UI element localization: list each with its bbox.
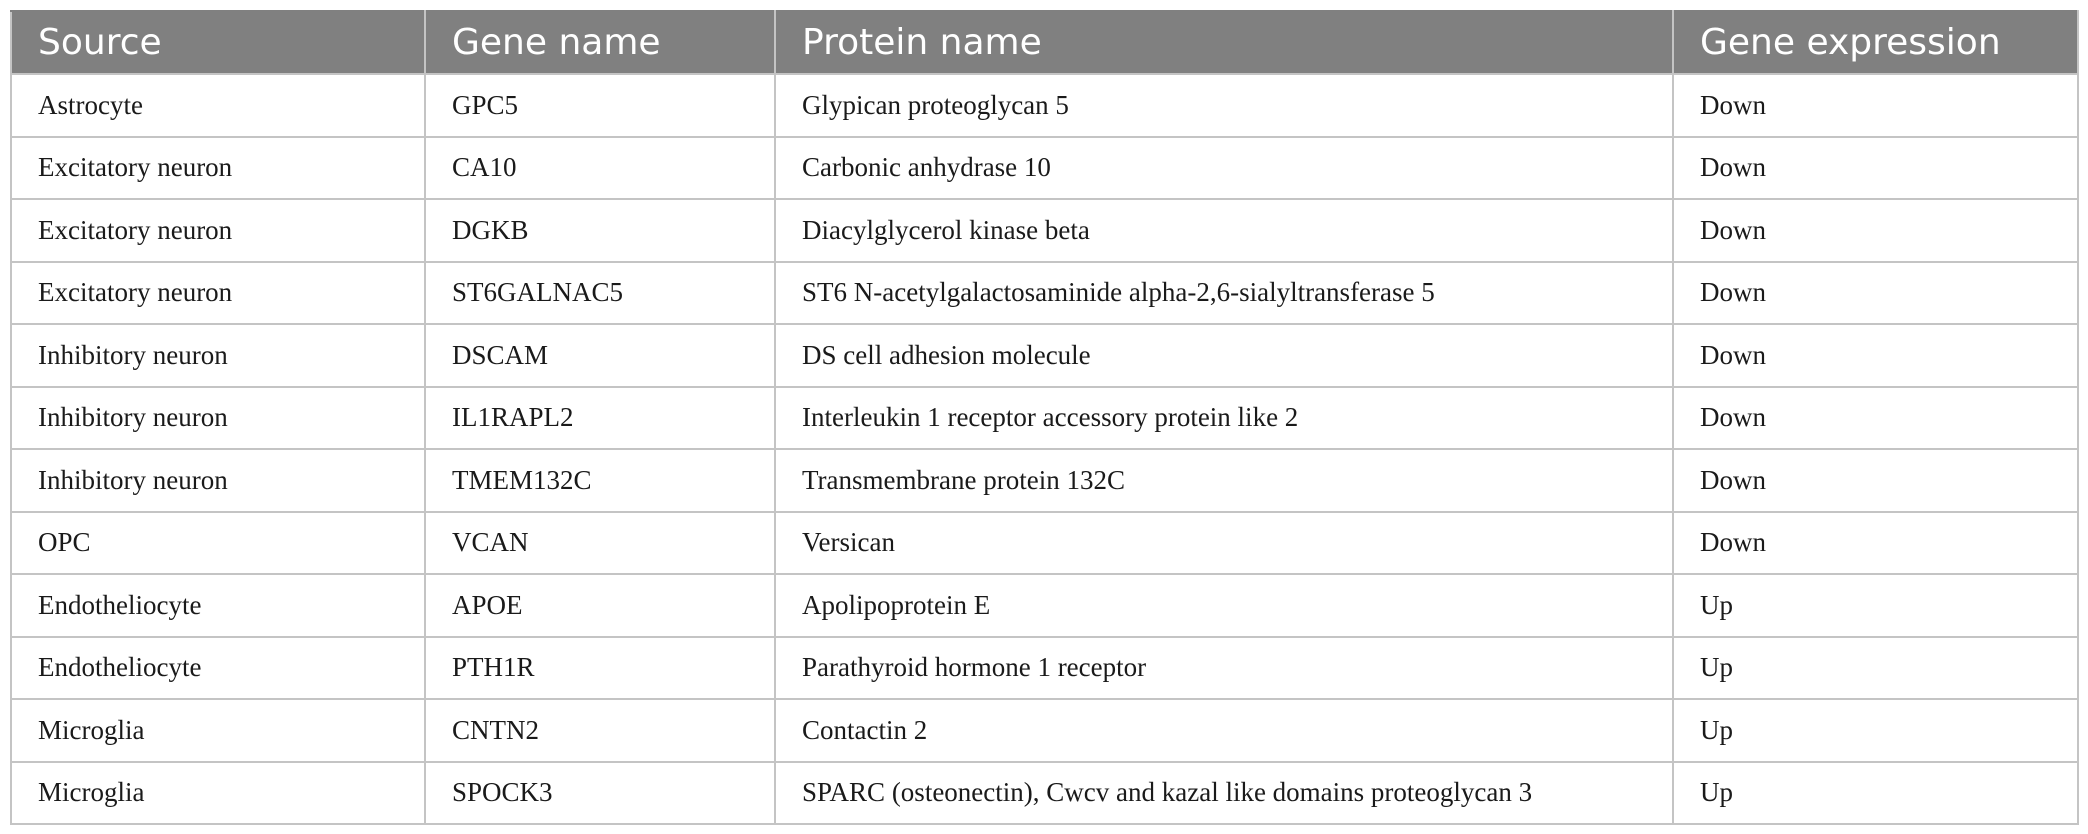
cell-source: Microglia xyxy=(11,699,425,762)
cell-gene-name: TMEM132C xyxy=(425,449,775,512)
cell-protein-name: Contactin 2 xyxy=(775,699,1673,762)
table-row xyxy=(11,199,2078,262)
cell-source: Inhibitory neuron xyxy=(11,324,425,387)
cell-source: OPC xyxy=(11,512,425,575)
gene-table-container xyxy=(10,10,2077,825)
cell-gene-name: DGKB xyxy=(425,199,775,262)
cell-gene-expression: Down xyxy=(1673,137,2078,200)
gene-expression-table xyxy=(10,10,2079,825)
cell-gene-expression: Down xyxy=(1673,74,2078,137)
cell-gene-expression: Up xyxy=(1673,637,2078,700)
cell-gene-name: GPC5 xyxy=(425,74,775,137)
table-row xyxy=(11,137,2078,200)
cell-source: Astrocyte xyxy=(11,74,425,137)
cell-protein-name: Versican xyxy=(775,512,1673,575)
table-row xyxy=(11,449,2078,512)
cell-gene-name: ST6GALNAC5 xyxy=(425,262,775,325)
cell-gene-name: IL1RAPL2 xyxy=(425,387,775,450)
cell-protein-name: Diacylglycerol kinase beta xyxy=(775,199,1673,262)
table-row xyxy=(11,762,2078,825)
table-row xyxy=(11,574,2078,637)
cell-protein-name: Transmembrane protein 132C xyxy=(775,449,1673,512)
table-row xyxy=(11,262,2078,325)
cell-gene-expression: Down xyxy=(1673,512,2078,575)
cell-gene-expression: Up xyxy=(1673,574,2078,637)
column-header-gene-expression: Gene expression xyxy=(1673,11,2078,74)
cell-gene-name: PTH1R xyxy=(425,637,775,700)
cell-gene-name: APOE xyxy=(425,574,775,637)
table-row xyxy=(11,699,2078,762)
cell-gene-name: CA10 xyxy=(425,137,775,200)
cell-protein-name: Interleukin 1 receptor accessory protein like 2 xyxy=(775,387,1673,450)
cell-source: Inhibitory neuron xyxy=(11,449,425,512)
column-header-protein-name: Protein name xyxy=(775,11,1673,74)
cell-source: Excitatory neuron xyxy=(11,199,425,262)
cell-gene-name: DSCAM xyxy=(425,324,775,387)
cell-gene-expression: Down xyxy=(1673,324,2078,387)
cell-gene-name: VCAN xyxy=(425,512,775,575)
cell-protein-name: ST6 N-acetylgalactosaminide alpha-2,6-sialyltransferase 5 xyxy=(775,262,1673,325)
cell-protein-name: DS cell adhesion molecule xyxy=(775,324,1673,387)
cell-source: Microglia xyxy=(11,762,425,825)
table-row xyxy=(11,512,2078,575)
cell-protein-name: Carbonic anhydrase 10 xyxy=(775,137,1673,200)
cell-protein-name: Parathyroid hormone 1 receptor xyxy=(775,637,1673,700)
cell-protein-name: SPARC (osteonectin), Cwcv and kazal like domains proteoglycan 3 xyxy=(775,762,1673,825)
cell-gene-name: SPOCK3 xyxy=(425,762,775,825)
cell-gene-expression: Up xyxy=(1673,699,2078,762)
cell-source: Excitatory neuron xyxy=(11,262,425,325)
cell-gene-expression: Down xyxy=(1673,262,2078,325)
cell-gene-expression: Down xyxy=(1673,449,2078,512)
table-row xyxy=(11,387,2078,450)
cell-gene-expression: Down xyxy=(1673,199,2078,262)
cell-protein-name: Glypican proteoglycan 5 xyxy=(775,74,1673,137)
cell-source: Excitatory neuron xyxy=(11,137,425,200)
cell-source: Inhibitory neuron xyxy=(11,387,425,450)
cell-source: Endotheliocyte xyxy=(11,637,425,700)
cell-source: Endotheliocyte xyxy=(11,574,425,637)
column-header-source: Source xyxy=(11,11,425,74)
table-row xyxy=(11,324,2078,387)
cell-gene-expression: Up xyxy=(1673,762,2078,825)
table-row xyxy=(11,637,2078,700)
cell-protein-name: Apolipoprotein E xyxy=(775,574,1673,637)
table-row xyxy=(11,74,2078,137)
table-header-row xyxy=(11,11,2078,74)
column-header-gene-name: Gene name xyxy=(425,11,775,74)
cell-gene-expression: Down xyxy=(1673,387,2078,450)
cell-gene-name: CNTN2 xyxy=(425,699,775,762)
